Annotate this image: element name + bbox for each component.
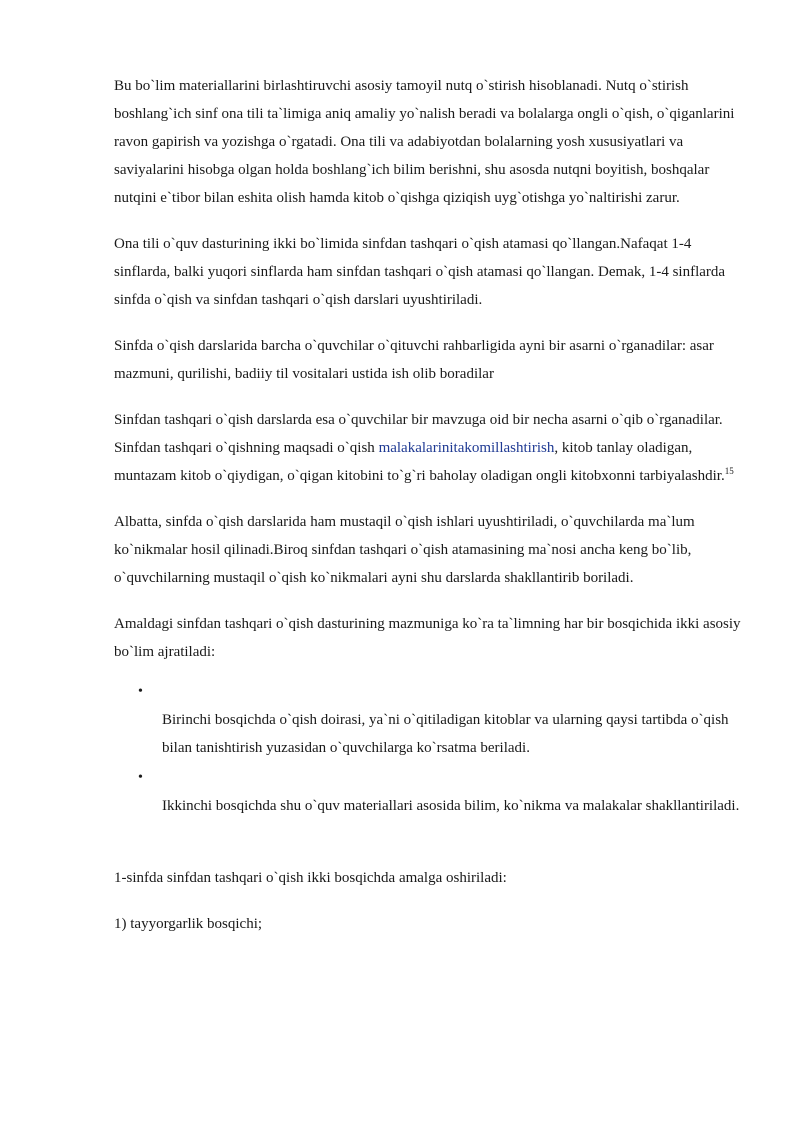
paragraph-independent-reading: Albatta, sinfda o`qish darslarida ham mustaqil o`qish ishlari uyushtiriladi, o`quvchilarda ma`lum ko`nikmalar hosil qilinadi.Biroq sinfdan tashqari o`qish atamasining ma`nosi ancha keng bo`lib, o`quvchilarning mustaqil o`qish ko`nikmalari ayni shu darslarda shakllantirib boriladi. <box>114 514 695 586</box>
paragraph-grade1-stages: 1-sinfda sinfdan tashqari o`qish ikki bosqichda amalga oshiriladi: <box>114 870 507 886</box>
paragraph-program-sections: Amaldagi sinfdan tashqari o`qish dasturining mazmuniga ko`ra ta`limning har bir bosqichida ikki asosiy bo`lim ajratiladi: <box>114 616 741 660</box>
list-item-text: Ikkinchi bosqichda shu o`quv materiallari asosida bilim, ko`nikma va malakalar shakllantiriladi. <box>162 798 740 814</box>
document-page <box>114 72 744 938</box>
paragraph-extracurricular-term: Ona tili o`quv dasturining ikki bo`limida sinfdan tashqari o`qish atamasi qo`llangan.Nafaqat 1-4 sinflarda, balki yuqori sinflarda ham sinfdan tashqari o`qish atamasi qo`llangan. Demak, 1-4 sinflarda sinfda o`qish va sinfdan tashqari o`qish darslari uyushtiriladi. <box>114 236 726 308</box>
paragraph-extracurricular-goal <box>114 406 744 490</box>
list-item <box>114 764 744 820</box>
paragraph-text-before-link: Sinfdan tashqari o`qish darslarda esa o`quvchilar bir mavzuga oid bir necha asarni o`qib o`rganadilar. Sinfdan tashqari o`qishning maqsadi o`qish <box>114 412 723 456</box>
paragraph-text-after-link: , kitob tanlay oladigan, muntazam kitob o`qiydigan, o`qigan kitobini to`g`ri baholay oladigan ongli kitobxonni tarbiyalashdir. <box>114 440 725 484</box>
paragraph-preparation-stage: 1) tayyorgarlik bosqichi; <box>114 916 263 932</box>
bullet-icon: • <box>138 684 143 699</box>
stages-list <box>114 678 744 820</box>
paragraph-class-reading: Sinfda o`qish darslarida barcha o`quvchilar o`qituvchi rahbarligida ayni bir asarni o`rganadilar: asar mazmuni, qurilishi, badiiy til vositalari ustida ish olib boradilar <box>114 338 714 382</box>
skills-link[interactable]: malakalarinitakomillashtirish <box>378 440 555 456</box>
bullet-icon: • <box>138 770 143 785</box>
list-item-text: Birinchi bosqichda o`qish doirasi, ya`ni o`qitiladigan kitoblar va ularning qaysi tartibda o`qish bilan tanishtirish yuzasidan o`quvchilarga ko`rsatma beriladi. <box>162 712 729 756</box>
list-item <box>114 678 744 762</box>
paragraph-speech-development: Bu bo`lim materiallarini birlashtiruvchi asosiy tamoyil nutq o`stirish hisoblanadi. Nutq o`stirish boshlang`ich sinf ona tili ta`limiga aniq amaliy yo`nalish beradi va bolalarga ongli o`qish, o`qiganlarini ravon gapirish va yozishga o`rgatadi. Ona tili va adabiyotdan bolalarning yosh xususiyatlari va saviyalarini hisobga olgan holda boshlang`ich bilim berishni, shu asosda nutqni boyitish, boshqalar nutqini e`tibor bilan eshita olish hamda kitob o`qishga qiziqish uyg`otishga yo`naltirishi zarur. <box>114 78 735 206</box>
footnote-marker[interactable]: 15 <box>724 466 734 476</box>
